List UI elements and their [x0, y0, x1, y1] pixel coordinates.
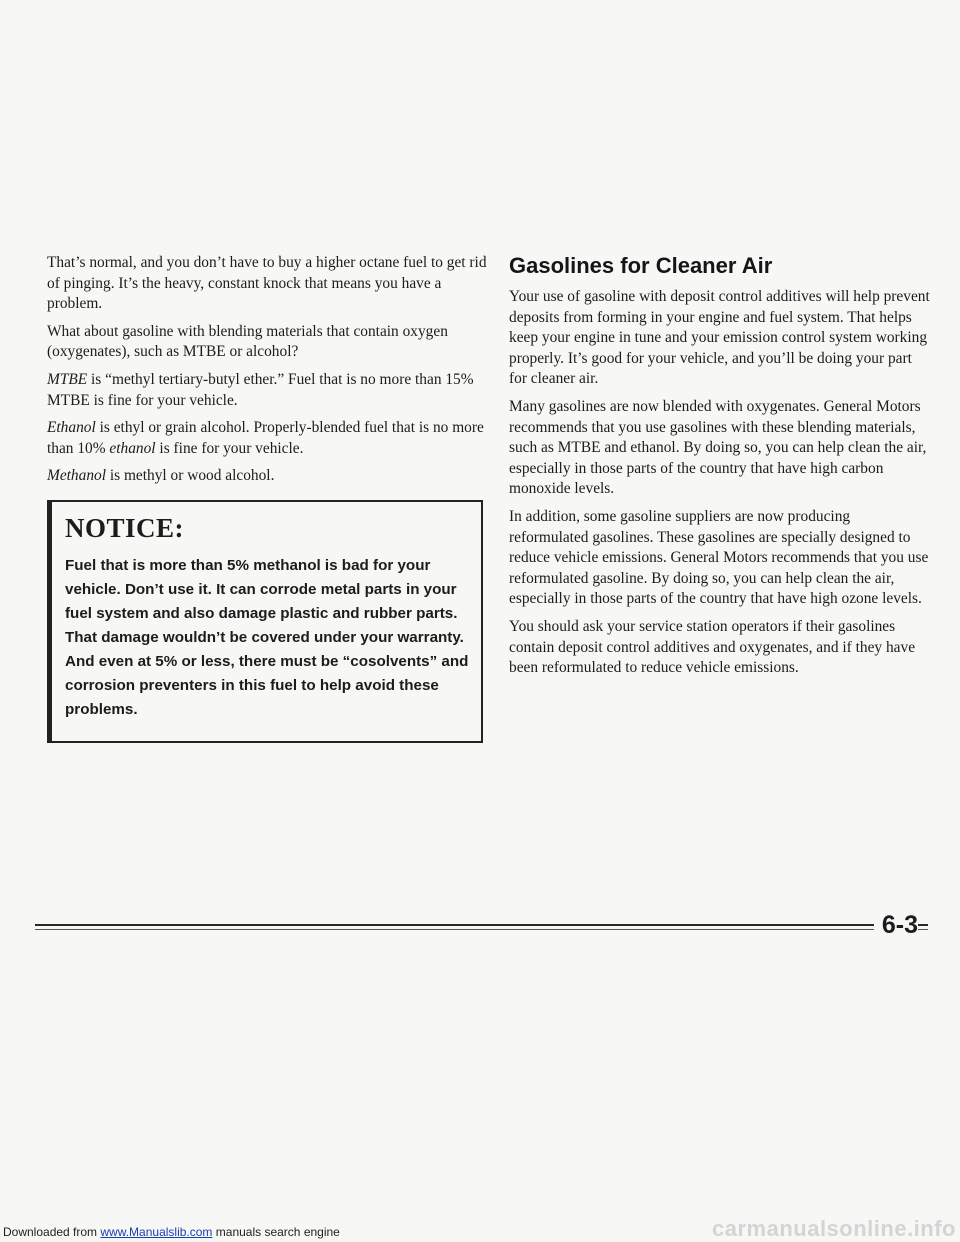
mtbe-text: is “methyl tertiary-butyl ether.” Fuel that is no more than 15% MTBE is fine for your vehicle. — [47, 370, 474, 409]
ethanol-text-a: is ethyl or grain alcohol. Properly-blended fuel that is no more than 10% — [47, 419, 484, 457]
footer-suffix: manuals search engine — [212, 1225, 340, 1239]
footer-rule — [35, 924, 928, 926]
term-mtbe: MTBE — [47, 370, 88, 388]
notice-body: Fuel that is more than 5% methanol is bad for your vehicle. Don’t use it. It can corrode metal parts in your fuel system and also damage plastic and rubber parts. That damage wouldn’t be covered under your warranty. And even at 5% or less, there must be “cosolvents” and corrosion preventers in this fuel to help avoid these problems. — [65, 556, 469, 718]
term-methanol: Methanol — [47, 467, 106, 485]
manualslib-link[interactable]: www.Manualslib.com — [100, 1225, 213, 1239]
page-number: 6-3 — [874, 910, 918, 940]
watermark: carmanualsonline.info — [712, 1216, 956, 1241]
methanol-text: is methyl or wood alcohol. — [106, 467, 275, 485]
right-column — [509, 253, 933, 686]
term-ethanol: Ethanol — [47, 419, 96, 437]
paragraph-ethanol — [47, 418, 491, 459]
notice-title: NOTICE: — [65, 512, 185, 543]
paragraph-ask-operators: You should ask your service station operators if their gasolines contain deposit control additives and oxygenates, and if they have been reformulated to reduce vehicle emissions. — [509, 617, 916, 677]
footer-prefix: Downloaded from — [3, 1225, 101, 1239]
paragraph-blended-oxygenates: Many gasolines are now blended with oxygenates. General Motors recommends that you use gasolines with these blending materials, such as MTBE and ethanol. By doing so, you can help clean the air, especially in those parts of the country that have high carbon monoxide levels. — [509, 397, 927, 498]
term-ethanol-inline: ethanol — [109, 439, 156, 457]
notice-box — [47, 500, 483, 743]
paragraph-deposit-control: Your use of gasoline with deposit control additives will help prevent deposits from forming in your engine and fuel system. That helps keep your engine in tune and your emission control system working properly. It’s good for your vehicle, and you’ll be doing your part for cleaner air. — [509, 288, 930, 388]
footer-rule-thin — [35, 929, 928, 930]
paragraph-methanol — [47, 466, 491, 487]
download-footer — [3, 1225, 340, 1239]
paragraph-reformulated: In addition, some gasoline suppliers are now producing reformulated gasolines. These gasolines are specially designed to reduce vehicle emissions. General Motors recommends that you use reformulated gasoline. By doing so, you can help clean the air, especially in those parts of the country that have high ozone levels. — [509, 507, 929, 608]
ethanol-text-b: is fine for your vehicle. — [155, 439, 304, 457]
paragraph-oxygenates: What about gasoline with blending materials that contain oxygen (oxygenates), such as MTBE or alcohol? — [47, 322, 448, 361]
paragraph-pinging: That’s normal, and you don’t have to buy a higher octane fuel to get rid of pinging. It’s the heavy, constant knock that means you have a problem. — [47, 254, 487, 313]
section-heading: Gasolines for Cleaner Air — [509, 253, 773, 278]
paragraph-mtbe — [47, 370, 491, 411]
left-column — [47, 253, 491, 743]
